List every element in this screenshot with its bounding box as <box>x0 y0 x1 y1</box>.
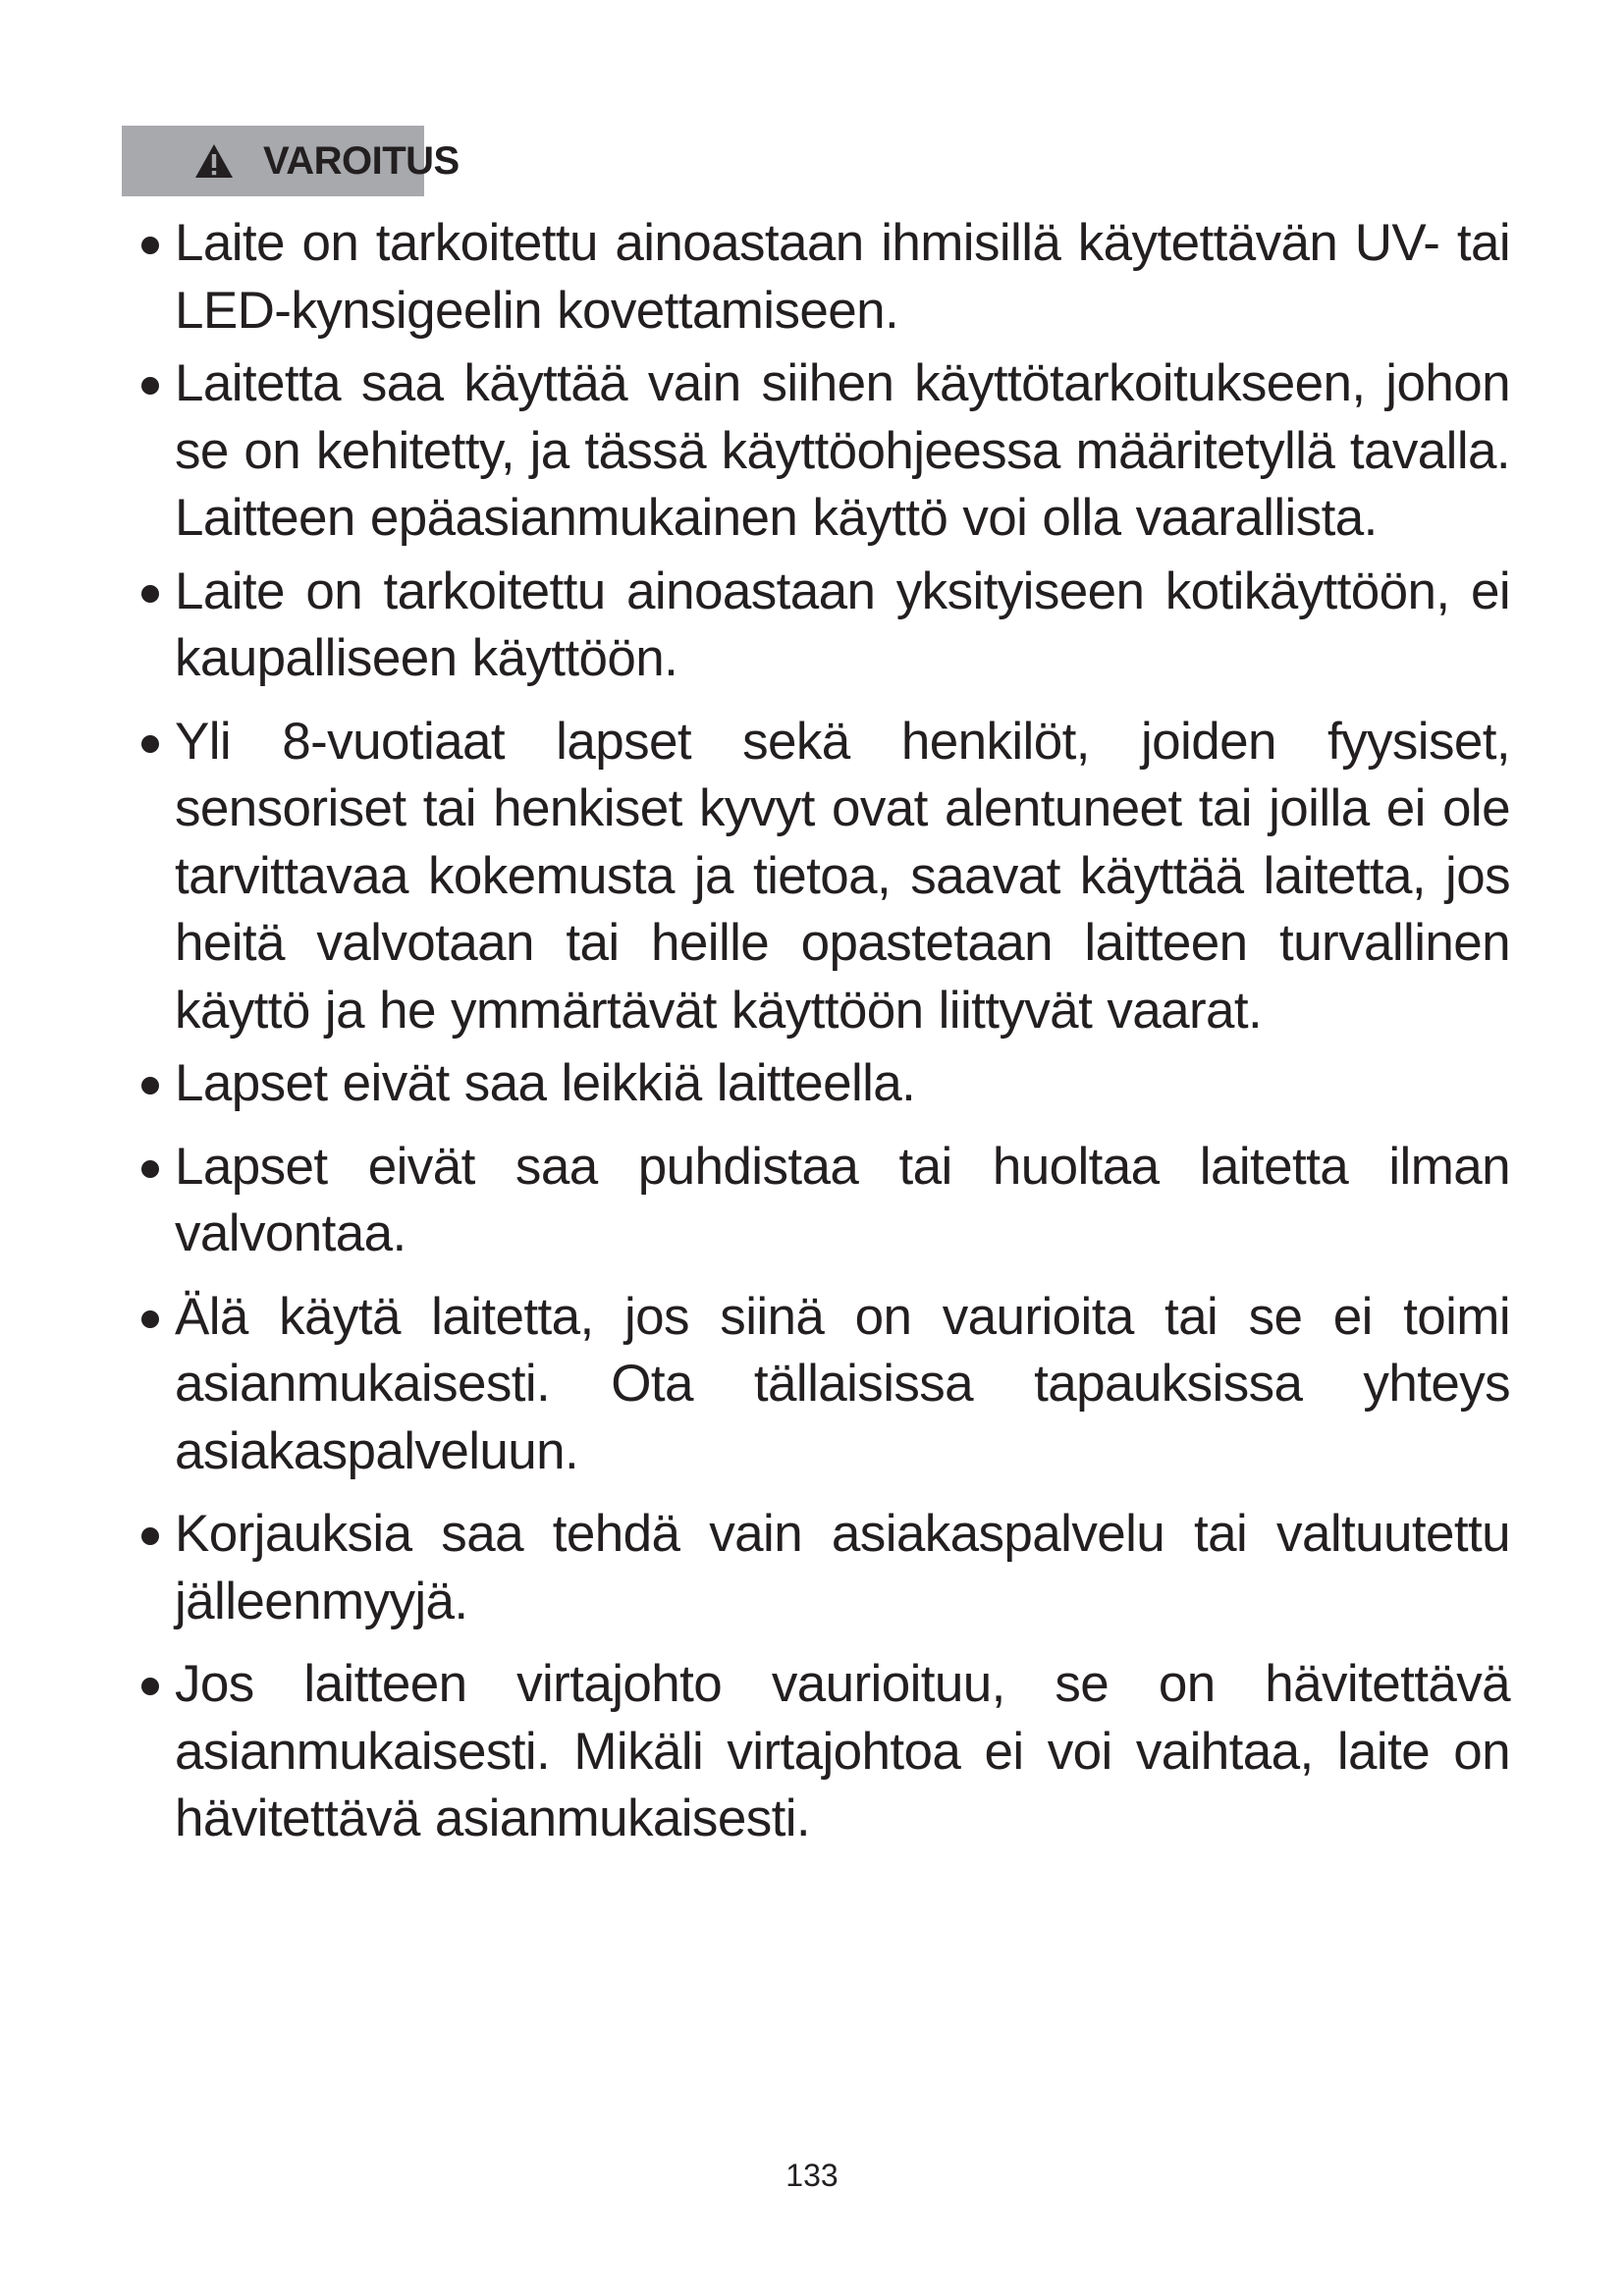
list-item-text: Laitetta saa käyttää vain siihen käyttötarkoitukseen, johon se on kehitetty, ja tässä käyttöohjeessa määritetyllä tavalla. Laitteen epäasianmukainen käyttö voi olla vaarallista. <box>175 354 1510 547</box>
bullet-icon <box>124 350 175 418</box>
bullet-icon <box>124 1134 175 1201</box>
list-item <box>124 1050 1510 1118</box>
list-item <box>124 210 1510 345</box>
bullet-icon <box>124 709 175 776</box>
bullet-icon <box>124 1284 175 1352</box>
warning-header <box>122 126 460 196</box>
list-item-text: Älä käytä laitetta, jos siinä on vaurioita tai se ei toimi asianmukaisesti. Ota tällaisissa tapauksissa yhteys asiakaspalveluun. <box>175 1287 1510 1480</box>
list-item <box>124 709 1510 1045</box>
list-item <box>124 559 1510 693</box>
list-item <box>124 1134 1510 1268</box>
warning-triangle-icon <box>194 143 234 179</box>
bullet-icon <box>124 210 175 278</box>
list-item <box>124 1284 1510 1486</box>
bullet-icon <box>124 559 175 626</box>
list-item-text: Jos laitteen virtajohto vaurioituu, se on hävitettävä asianmukaisesti. Mikäli virtajohtoa ei voi vaihtaa, laite on hävitettävä asianmukaisesti. <box>175 1655 1510 1847</box>
list-item <box>124 350 1510 553</box>
bullet-icon <box>124 1050 175 1118</box>
list-item-text: Korjauksia saa tehdä vain asiakaspalvelu tai valtuutettu jälleenmyyjä. <box>175 1505 1510 1630</box>
list-item <box>124 1651 1510 1853</box>
bullet-icon <box>124 1651 175 1719</box>
page-number: 133 <box>785 2158 839 2193</box>
list-item-text: Laite on tarkoitettu ainoastaan yksityiseen kotikäyttöön, ei kaupalliseen käyttöön. <box>175 561 1510 687</box>
list-item-text: Lapset eivät saa puhdistaa tai huoltaa laitetta ilman valvontaa. <box>175 1137 1510 1262</box>
list-item-text: Yli 8-vuotiaat lapset sekä henkilöt, joiden fyysiset, sensoriset tai henkiset kyvyt ovat alentuneet tai joilla ei ole tarvittavaa kokemusta ja tietoa, saavat käyttää laitetta, jos heitä valvotaan tai heille opastetaan laitteen turvallinen käyttö ja he ymmärtävät käyttöön liittyvät vaarat. <box>175 712 1510 1040</box>
warning-list <box>124 210 1510 1853</box>
list-item-text: Laite on tarkoitettu ainoastaan ihmisillä käytettävän UV- tai LED-kynsigeelin kovettamiseen. <box>175 214 1510 340</box>
list-item <box>124 1501 1510 1635</box>
list-item-text: Lapset eivät saa leikkiä laitteella. <box>175 1054 916 1112</box>
warning-title: VAROITUS <box>263 139 460 183</box>
warning-content <box>124 210 1510 1859</box>
bullet-icon <box>124 1501 175 1569</box>
